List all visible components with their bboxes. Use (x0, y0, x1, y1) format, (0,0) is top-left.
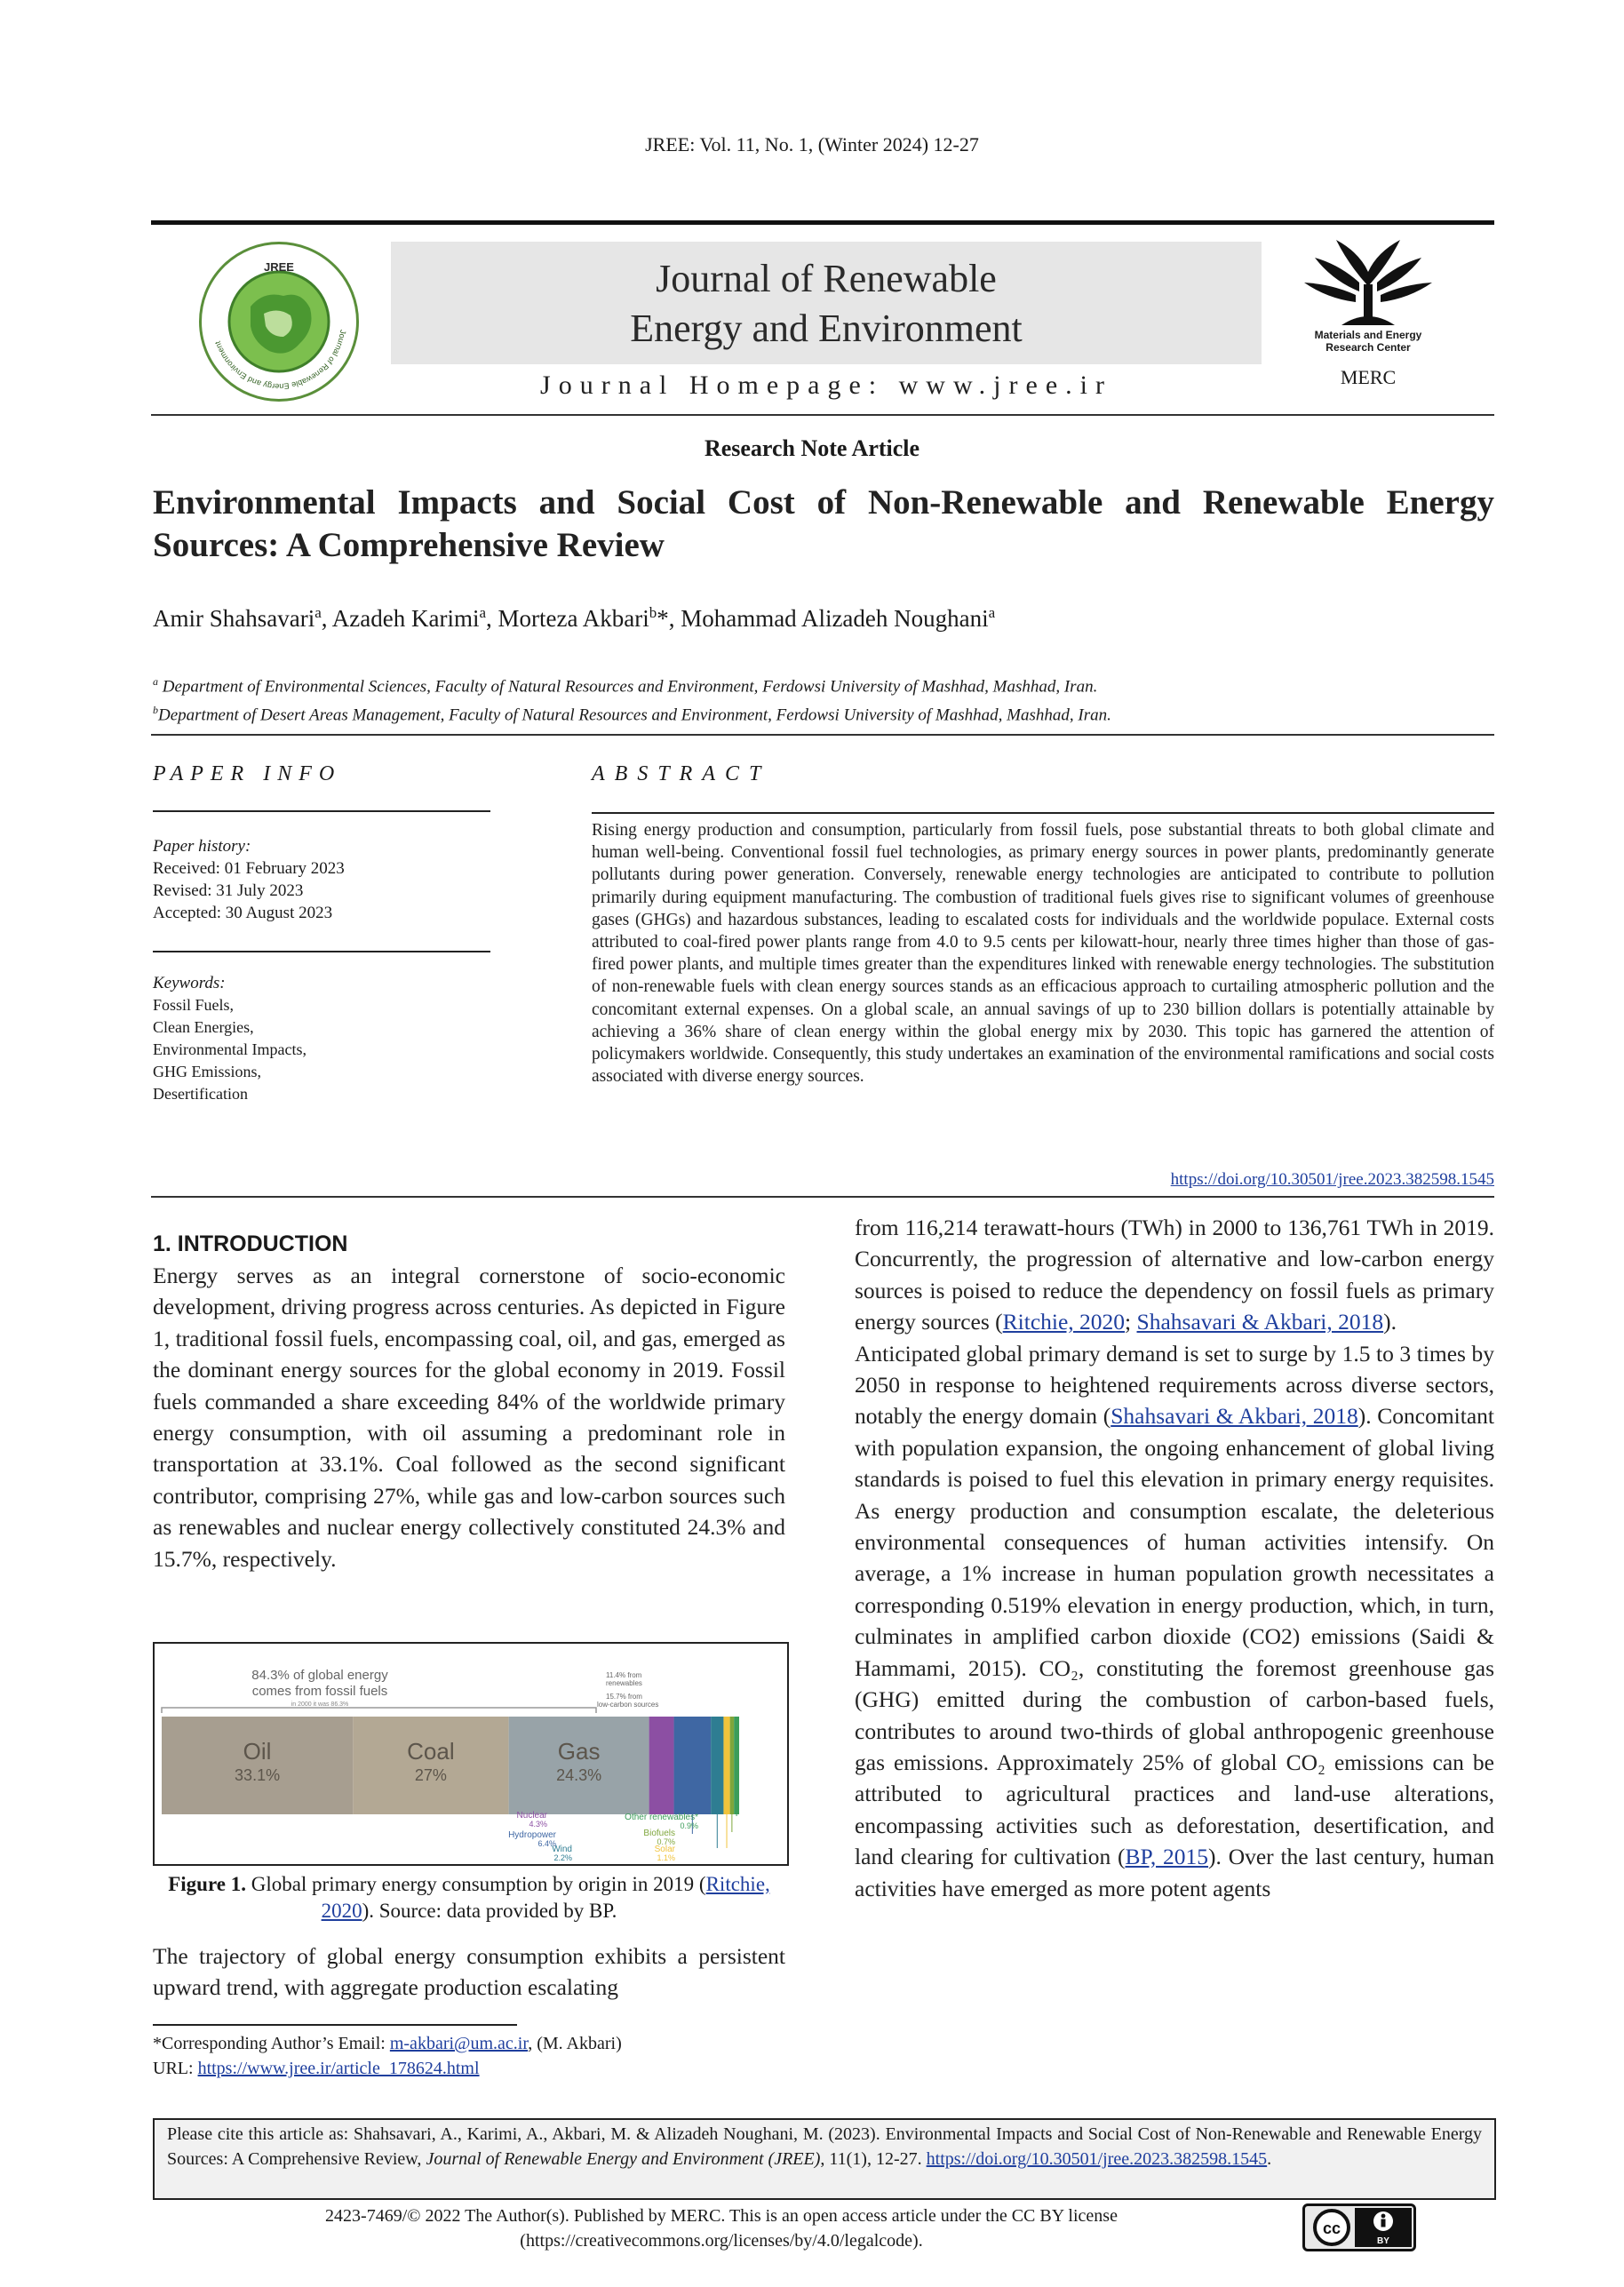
bar-segment-biofuels (730, 1717, 735, 1814)
author-1-affiliation: a (314, 604, 322, 621)
bar-category-label: Coal (407, 1738, 455, 1765)
citation-link-shahsavari[interactable]: Shahsavari & Akbari, 2018 (1136, 1309, 1384, 1335)
callout-value-label: 0.7% (657, 1837, 675, 1846)
bar-category-label: Gas (557, 1738, 601, 1765)
by-text: BY (1377, 2236, 1389, 2246)
keyword-item: Environmental Impacts, (153, 1040, 306, 1058)
callout-value-label: 1.1% (657, 1853, 675, 1862)
author-separator: , (321, 605, 332, 632)
footnote-rule (153, 2024, 517, 2026)
callout-value-label: 4.3% (529, 1820, 547, 1829)
keywords-label: Keywords: (153, 974, 226, 992)
affiliation-b: $^b$Department of Desert Areas Management, Faculty of Natural Resources and Environment, Ferdowsi University of Mashhad, Mashhad, Iran. (153, 704, 1111, 725)
logo-ring-text: Journal of Renewable Energy and Environment (212, 329, 348, 392)
merc-name-line1: Materials and Energy (1314, 329, 1422, 341)
introduction-paragraph-1: Energy serves as an integral cornerstone of socio-economic development, driving progress across centuries. As depicted in Figure 1, traditional fossil fuels, encompassing coal, oil, and gas, emerged as the dominant energy sources for the global economy in 2019. Fossil fuels commanded a share exceeding 84% of the worldwide primary energy consumption, with oil assuming a predominant role in transportation at 33.1%. Coal followed as the second significant contributor, comprising 27%, while gas and low-carbon sources such as renewables and nuclear energy collectively constituted 24.3% and 15.7%, respectively. (153, 1263, 785, 1572)
license-notice (153, 2203, 1290, 2253)
fossil-note-sub: in 2000 it was 86.3% (291, 1701, 349, 1708)
article-type: Research Note Article (704, 435, 920, 461)
abstract-heading: ABSTRACT (592, 762, 771, 785)
callout-category-label: Nuclear (516, 1811, 547, 1821)
journal-homepage[interactable]: Journal Homepage: www.jree.ir (540, 371, 1112, 400)
jree-logo (199, 242, 359, 402)
callout-category-label: Hydropower (508, 1830, 556, 1840)
journal-title-line2: Energy and Environment (630, 307, 1023, 350)
introduction-heading: 1. INTRODUCTION (153, 1231, 348, 1256)
citation-journal: Journal of Renewable Energy and Environment (JREE) (426, 2149, 821, 2169)
caption-label: Figure 1. (168, 1873, 246, 1895)
author-3-name: Morteza Akbari (498, 605, 649, 632)
callout-value-label: 0.9% (680, 1821, 698, 1830)
caption-citation-link[interactable]: Ritchie, 2020 (321, 1873, 770, 1922)
merc-name-line2: Research Center (1325, 341, 1411, 354)
bar-segment-other-renewables (734, 1717, 739, 1814)
citation-text: Please cite this article as: Shahsavari, A., Karimi, A., Akbari, M. & Alizadeh Noughani, M. (2023). Environmental Impacts and Social Cost of Non-Renewable and Renewable Energy Sources: A Comprehensive Review, (167, 2124, 1482, 2169)
cc-license-icon (1305, 2206, 1413, 2249)
revised-date: Revised: 31 July 2023 (153, 881, 304, 900)
right-p2-end: ). Over the last century, human activities have emerged as more potent agents (855, 1844, 1494, 1901)
corresponding-email-link[interactable]: m-akbari@um.ac.ir (389, 2034, 529, 2053)
corresponding-author-line (153, 2031, 952, 2056)
author-separator: , (486, 605, 498, 632)
low-carbon-note: 15.7% from (606, 1693, 642, 1701)
bar-segment-solar (723, 1717, 729, 1814)
figure-1-caption (153, 1871, 785, 1924)
accepted-date: Accepted: 30 August 2023 (153, 904, 333, 922)
author-4-affiliation: a (988, 604, 996, 621)
author-4-name: Mohammad Alizadeh Noughani (681, 605, 989, 632)
corresponding-label: *Corresponding Author’s Email: (153, 2034, 390, 2053)
bar-segment-coal (353, 1717, 509, 1814)
journal-reference: JREE: Vol. 11, No. 1, (Winter 2024) 12-27 (645, 133, 979, 155)
paper-info-rule-mid (153, 951, 490, 952)
citation-box (153, 2118, 1496, 2200)
citation-volume: , 11(1), 12-27. (820, 2149, 927, 2169)
abstract-bottom-rule (151, 1196, 1494, 1198)
paper-history (153, 835, 490, 924)
author-1-name: Amir Shahsavari (153, 605, 315, 632)
received-date: Received: 01 February 2023 (153, 859, 345, 878)
footnote (153, 2031, 952, 2081)
right-p1-end: ). (1383, 1309, 1397, 1335)
right-p2-body: ). Concomitant with population expansion, the ongoing enhancement of global living standards is poised to fuel this elevation in primary energy requisites. As energy production and consumption escalate, the deleterious environmental consequences of human activities intensify. On average, a 1% increase in human population growth necessitates a corresponding 0.519% elevation in energy production, which, in turn, culminates in amplified carbon dioxide (CO2) emissions (Saidi & Hammami, 2015). CO₂, constituting the foremost greenhouse gas (GHG) emitted during the combustion of carbon-based fuels, contributes to around two-thirds of global anthropogenic greenhouse gas emissions. Approximately 25% of global CO₂ emissions can be attributed to agricultural practices and land-use alterations, encompassing activities such as deforestation, desertification, and land clearing for cultivation ( (855, 1403, 1495, 1870)
cc-text: cc (1322, 2219, 1341, 2237)
callout-value-label: 2.2% (553, 1853, 572, 1862)
keywords-block (153, 972, 490, 1105)
figure-1-chart (155, 1644, 787, 1864)
merc-logo (1297, 233, 1439, 331)
renewables-note-line2: renewables (606, 1679, 642, 1687)
fossil-note: 84.3% of global energy (251, 1668, 388, 1683)
keyword-item: Fossil Fuels, (153, 996, 235, 1014)
url-label: URL: (153, 2059, 198, 2078)
journal-title-line1: Journal of Renewable (656, 257, 997, 300)
renewables-note: 11.4% from (606, 1671, 642, 1679)
bar-value-label: 24.3% (556, 1766, 602, 1784)
right-column-text (855, 1212, 1494, 1904)
history-label: Paper history: (153, 837, 251, 856)
logo-jree-text: JREE (264, 260, 294, 274)
right-p1-text: from 116,214 terawatt-hours (TWh) in 2000 to 136,761 TWh in 2019. Concurrently, the progression of alternative and low-carbon energy sources is poised to reduce the dependency on fossil fuels as primary energy sources ( (855, 1215, 1494, 1335)
right-p2-text: Anticipated global primary demand is set to surge by 1.5 to 3 times by 2050 in response to heightened requirements across diverse sectors, notably the energy domain ( (855, 1340, 1494, 1430)
doi-line (592, 1170, 1494, 1190)
keyword-item: Desertification (153, 1085, 248, 1103)
cc-by-badge[interactable] (1302, 2203, 1416, 2251)
journal-title-box (391, 242, 1262, 364)
keyword-item: GHG Emissions, (153, 1063, 262, 1080)
callout-category-label: Solar (654, 1845, 675, 1854)
author-2-affiliation: a (479, 604, 487, 621)
author-separator: , (668, 605, 681, 632)
bar-category-label: Oil (243, 1738, 272, 1765)
citation-link-ritchie[interactable]: Ritchie, 2020 (1002, 1309, 1126, 1335)
license-line1: 2423-7469/© 2022 The Author(s). Published by MERC. This is an open access article under the CC BY license (325, 2206, 1118, 2226)
header-bottom-rule (151, 414, 1494, 416)
bar-value-label: 33.1% (235, 1766, 281, 1784)
keyword-item: Clean Energies, (153, 1018, 254, 1036)
globe-icon (202, 244, 356, 399)
fossil-note-line2: comes from fossil fuels (251, 1684, 388, 1699)
callout-category-label: Wind (552, 1845, 572, 1854)
low-carbon-note-line2: low-carbon sources (597, 1701, 659, 1709)
callout-value-label: 6.4% (537, 1839, 556, 1848)
article-url-line (153, 2056, 952, 2081)
caption-text: Global primary energy consumption by origin in 2019 ( (245, 1873, 706, 1895)
citation-separator: ; (1125, 1309, 1137, 1335)
introduction-paragraph-2: The trajectory of global energy consumption exhibits a persistent upward trend, with aggregate production escalating (153, 1943, 785, 2001)
merc-emblem-icon (1297, 233, 1439, 331)
corresponding-name: , (M. Akbari) (528, 2034, 622, 2053)
paper-title: Environmental Impacts and Social Cost of Non-Renewable and Renewable Energy Sources: A Comprehensive Review (153, 483, 1494, 564)
abstract-doi-link[interactable]: https://doi.org/10.30501/jree.2023.382598.1545 (1170, 1170, 1494, 1189)
affiliation-a: $^a$ Department of Environmental Sciences, Faculty of Natural Resources and Environment, Ferdowsi University of Mashhad, Mashhad, Iran. (153, 675, 1098, 697)
citation-end: . (1267, 2149, 1272, 2169)
bar-segment-hydropower (674, 1717, 712, 1814)
citation-link-bp[interactable]: BP, 2015 (1125, 1844, 1209, 1870)
affiliation-a-text: Department of Environmental Sciences, Faculty of Natural Resources and Environment, Ferdowsi University of Mashhad, Mashhad, Iran. (162, 677, 1098, 697)
callout-category-label: Other renewables* (625, 1813, 698, 1822)
affiliation-rule (151, 734, 1494, 736)
right-paragraph-2 (855, 1338, 1494, 1904)
caption-source: ). Source: data provided by BP. (362, 1900, 617, 1922)
corresponding-mark: * (657, 605, 669, 632)
license-line2[interactable]: (https://creativecommons.org/licenses/by/4.0/legalcode). (520, 2231, 923, 2251)
right-paragraph-1 (855, 1212, 1494, 1338)
merc-abbreviation: MERC (1340, 366, 1397, 388)
bar-value-label: 27% (414, 1766, 447, 1784)
bar-segment-gas (509, 1717, 649, 1814)
abstract-text: Rising energy production and consumption, particularly from fossil fuels, pose substantial threats to both global climate and human well-being. Conventional fossil fuel technologies, as primary energy sources in power plants, predominantly generate pollutants during power generation. Conversely, renewable energy technologies are anticipated to contribute to pollution primarily during equipment manufacturing. The combustion of traditional fuels gives rise to significant volumes of greenhouse gases (GHGs) and hazardous substances, leading to escalated costs for individuals and the worldwide populace. External costs attributed to coal-fired power plants range from 4.0 to 9.5 cents per kilowatt-hour, nearly three times higher than those of gas-fired power plants, and multiple times greater than the expenditures linked with renewable energy technologies. The substitution of non-renewable fuels with clean energy sources stands as an efficacious approach to curtailing atmospheric pollution and the concomitant external expenses. On a global scale, an annual savings of up to 230 billion dollars is potentially attainable by achieving a 36% share of clean energy within the global energy mix by 2030. This topic has garnered the attention of policymakers worldwide. Consequently, this study undertakes an examination of the environmental ramifications and social costs associated with diverse energy sources. (592, 821, 1494, 1087)
bar-segment-wind (711, 1717, 723, 1814)
bar-segment-nuclear (649, 1717, 674, 1814)
paper-info-rule-top (153, 810, 490, 812)
author-2-name: Azadeh Karimi (331, 605, 480, 632)
figure-1 (153, 1642, 789, 1866)
author-list (153, 604, 1494, 633)
abstract-rule (592, 812, 1494, 814)
citation-doi-link[interactable]: https://doi.org/10.30501/jree.2023.382598.1545 (926, 2149, 1268, 2169)
merc-name (1279, 329, 1457, 354)
header-top-rule (151, 220, 1494, 225)
article-url-link[interactable]: https://www.jree.ir/article_178624.html (197, 2059, 480, 2078)
author-3-affiliation: b (649, 604, 657, 621)
affiliation-b-text: Department of Desert Areas Management, Faculty of Natural Resources and Environment, Ferdowsi University of Mashhad, Mashhad, Iran. (158, 705, 1111, 725)
citation-link-shahsavari-2[interactable]: Shahsavari & Akbari, 2018 (1111, 1403, 1358, 1430)
callout-category-label: Biofuels (643, 1829, 675, 1838)
bar-segment-oil (162, 1717, 353, 1814)
paper-info-heading: PAPER INFO (153, 762, 342, 785)
